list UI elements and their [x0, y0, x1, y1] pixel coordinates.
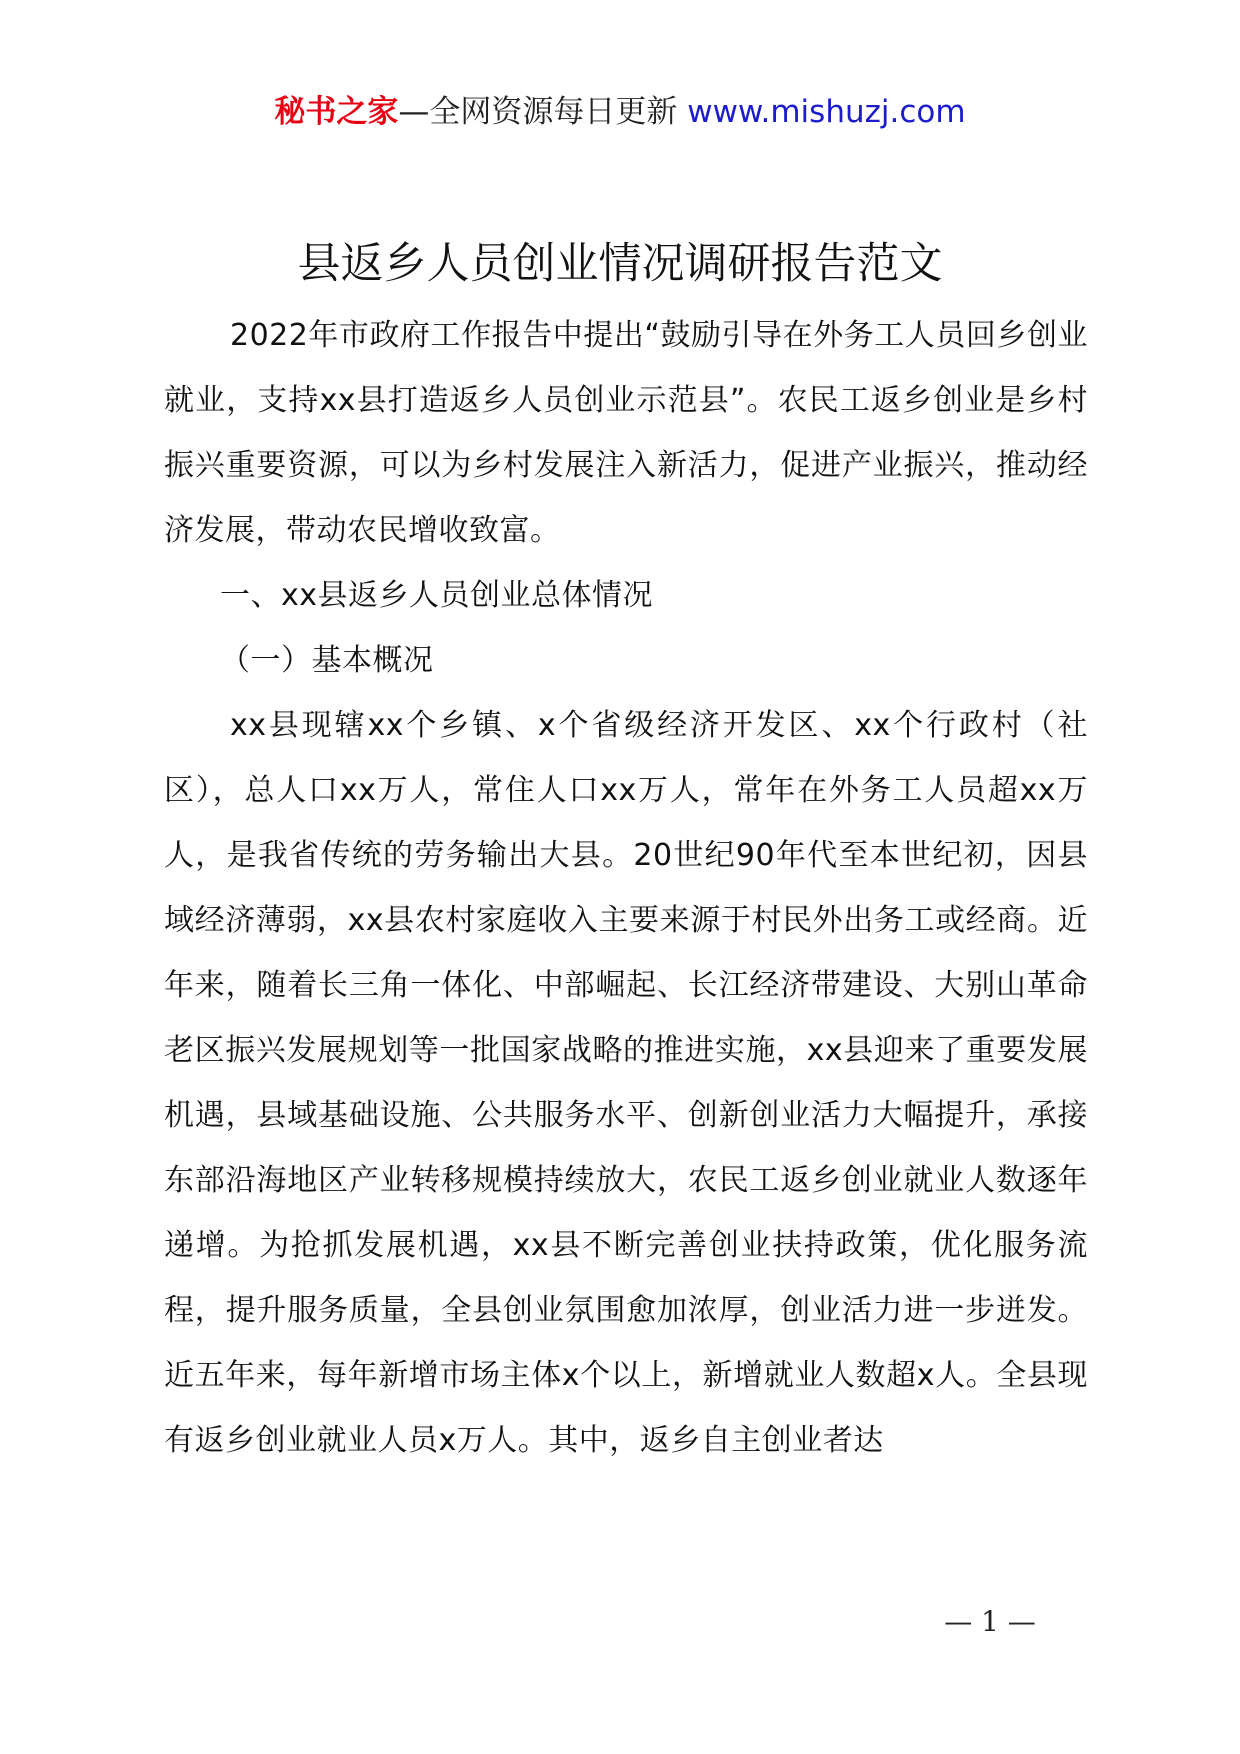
document-body — [164, 303, 1088, 1473]
site-brand: 秘书之家 — [274, 94, 399, 130]
page-number: — 1 — — [944, 1605, 1036, 1638]
paragraph-intro: 2022年市政府工作报告中提出“鼓励引导在外务工人员回乡创业就业，支持xx县打造返乡人员创业示范县”。农民工返乡创业是乡村振兴重要资源，可以为乡村发展注入新活力，促进产业振兴，推动经济发展，带动农民增收致富。 — [164, 318, 1088, 548]
site-tagline: —全网资源每日更新 — [398, 94, 678, 130]
paragraph-overview: xx县现辖xx个乡镇、x个省级经济开发区、xx个行政村（社区），总人口xx万人，常住人口xx万人，常年在外务工人员超xx万人，是我省传统的劳务输出大县。20世纪90年代至本世纪初，因县域经济薄弱，xx县农村家庭收入主要来源于村民外出务工或经商。近年来，随着长三角一体化、中部崛起、长江经济带建设、大别山革命老区振兴发展规划等一批国家战略的推进实施，xx县迎来了重要发展机遇，县域基础设施、公共服务水平、创新创业活力大幅提升，承接东部沿海地区产业转移规模持续放大，农民工返乡创业就业人数逐年递增。为抢抓发展机遇，xx县不断完善创业扶持政策，优化服务流程，提升服务质量，全县创业氛围愈加浓厚，创业活力进一步迸发。近五年来，每年新增市场主体x个以上，新增就业人数超x人。全县现有返乡创业就业人员x万人。其中，返乡自主创业者达 — [164, 708, 1088, 1458]
site-header — [0, 92, 1240, 132]
section-heading-1: 一、xx县返乡人员创业总体情况 — [220, 578, 654, 613]
subsection-heading-1: （一）基本概况 — [220, 643, 434, 678]
document-title: 县返乡人员创业情况调研报告范文 — [297, 239, 943, 289]
site-url-link[interactable]: www.mishuzj.com — [687, 94, 966, 130]
